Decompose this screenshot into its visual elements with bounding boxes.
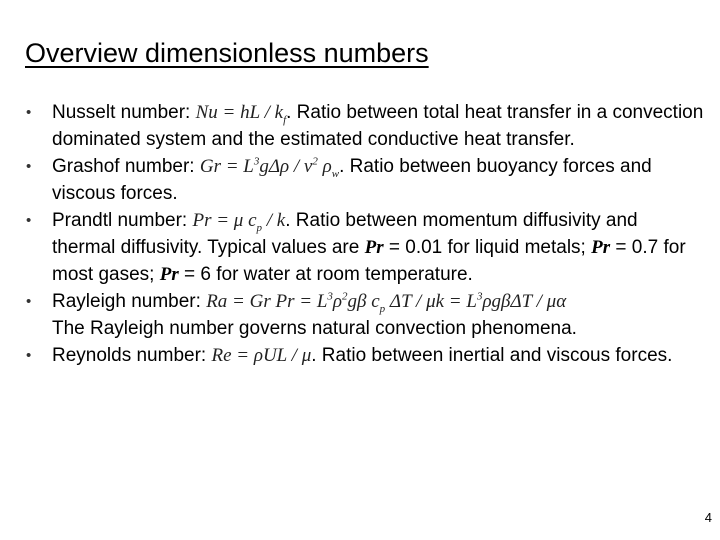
prandtl-description: . Ratio between momentum diffusivity and thermal diffusivity. Typical values are Pr = 0.01 for liquid metals; Pr = 0.7 for most gases; Pr = 6 for water at room temperature. [52, 210, 686, 285]
slide-title: Overview dimensionless numbers [25, 38, 429, 68]
reynolds-description: . Ratio between inertial and viscous forces. [311, 345, 673, 366]
bullet-prandtl [26, 207, 706, 288]
bullet-list [26, 99, 706, 369]
rayleigh-formula: Ra = Gr $Pr = L^3\rho^2g\beta$ $c_p$ $\Delta T / \mu k = L^3\rho g\beta\Delta T / \mu\alpha$ [206, 290, 567, 315]
bullet-rayleigh [26, 288, 706, 342]
grashof-label: Grashof number: [52, 156, 195, 177]
bullet-symbol: • [26, 347, 32, 364]
grashof-formula: $Gr = L^3g\Delta\rho / \nu^2$ $\rho_w$ [199, 155, 340, 180]
prandtl-label: Prandtl number: [52, 210, 188, 231]
bullet-symbol: • [26, 293, 32, 310]
page-number: 4 [704, 510, 712, 525]
grashof-description: . Ratio between buoyancy forces and viscous forces. [52, 156, 652, 204]
rayleigh-description: The Rayleigh number governs natural convection phenomena. [52, 318, 577, 339]
bullet-symbol: • [26, 158, 32, 175]
reynolds-formula: Re = ρUL / μ [211, 345, 312, 366]
nusselt-label: Nusselt number: [52, 102, 191, 123]
bullet-grashof [26, 153, 706, 207]
bullet-nusselt [26, 99, 706, 153]
bullet-reynolds [26, 342, 706, 369]
bullet-symbol: • [26, 212, 32, 229]
reynolds-label: Reynolds number: [52, 345, 207, 366]
bullet-symbol: • [26, 104, 32, 121]
rayleigh-label: Rayleigh number: [52, 291, 201, 312]
nusselt-description: . Ratio between total heat transfer in a convection dominated system and the estimated conductive heat transfer. [52, 102, 704, 150]
nusselt-formula: Nu = hL / $k_f$ [195, 102, 287, 126]
prandtl-formula: Pr = μ $c_p$ / k [192, 210, 286, 234]
